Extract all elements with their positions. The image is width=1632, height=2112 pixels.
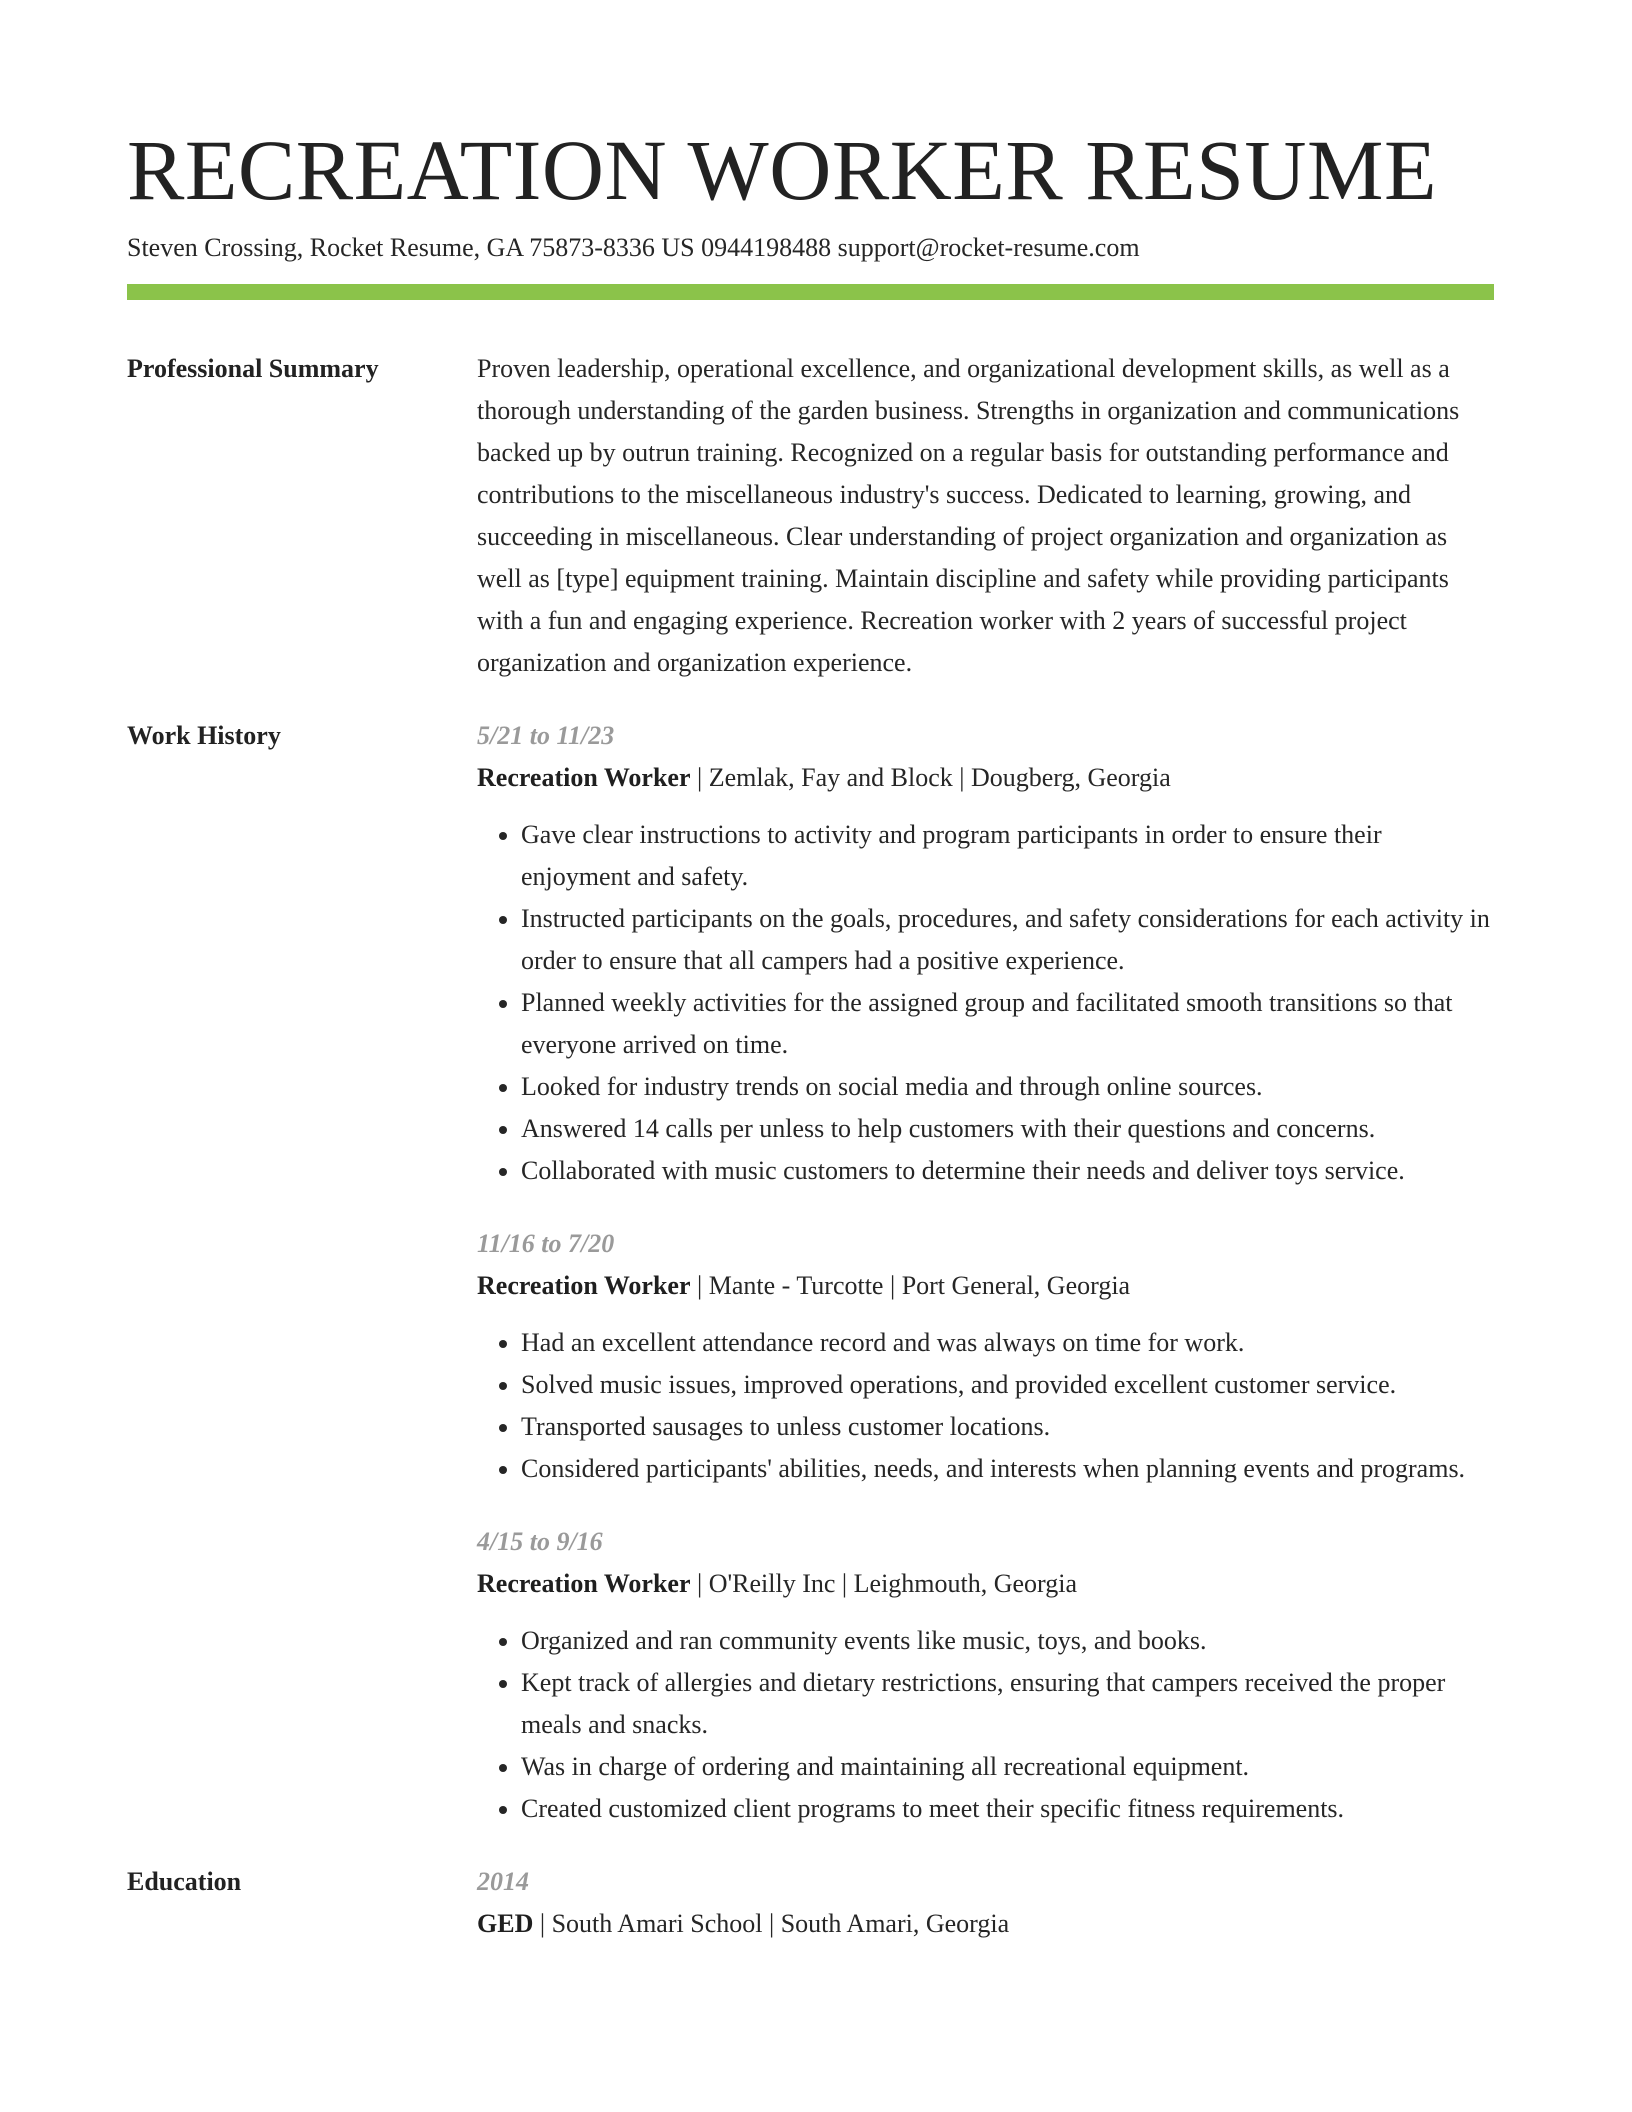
responsibility-item: • Kept track of allergies and dietary restrictions, ensuring that campers received the proper meals and snacks. xyxy=(521,1662,1494,1746)
resume-content xyxy=(127,348,1494,1945)
responsibility-item: • Was in charge of ordering and maintaining all recreational equipment. xyxy=(521,1746,1494,1788)
section-label-summary: Professional Summary xyxy=(127,354,379,383)
entry-heading: GED | South Amari School | South Amari, Georgia xyxy=(477,1909,1010,1938)
responsibility-list xyxy=(477,814,1494,1192)
summary-text: Proven leadership, operational excellence, and organizational development skills, as well as a thorough understanding of the garden business. Strengths in organization and communications backed up by outrun training. Recognized on a regular basis for outstanding performance and contributions to the miscellaneous industry's success. Dedicated to learning, growing, and succeeding in miscellaneous. Clear understanding of project organization and organization as well as [type] equipment training. Maintain discipline and safety while providing participants with a fun and engaging experience. Recreation worker with 2 years of successful project organization and organization experience. xyxy=(477,354,1460,677)
entry-date: 2014 xyxy=(477,1867,529,1896)
company-name: Zemlak, Fay and Block xyxy=(708,763,953,792)
responsibility-item: • Instructed participants on the goals, procedures, and safety considerations for each activity in order to ensure that all campers had a positive experience. xyxy=(521,898,1494,982)
work-history-section xyxy=(127,715,1494,1830)
entry-heading: Recreation Worker | Zemlak, Fay and Block | Dougberg, Georgia xyxy=(477,763,1171,792)
entry-date: 5/21 to 11/23 xyxy=(477,721,615,750)
job-title: Recreation Worker xyxy=(477,763,691,792)
responsibility-item: • Looked for industry trends on social media and through online sources. xyxy=(521,1066,1494,1108)
education-entries xyxy=(477,1861,1494,1945)
section-label-work-history: Work History xyxy=(127,721,281,750)
school-name: South Amari School xyxy=(551,1909,763,1938)
responsibility-item: • Organized and ran community events like music, toys, and books. xyxy=(521,1620,1494,1662)
education-section xyxy=(127,1861,1494,1945)
responsibility-item: • Planned weekly activities for the assigned group and facilitated smooth transitions so that everyone arrived on time. xyxy=(521,982,1494,1066)
job-location: Dougberg, Georgia xyxy=(970,763,1171,792)
responsibility-item: • Created customized client programs to meet their specific fitness requirements. xyxy=(521,1788,1494,1830)
company-name: Mante - Turcotte xyxy=(708,1271,884,1300)
education-entry xyxy=(477,1861,1494,1945)
responsibility-item: • Solved music issues, improved operations, and provided excellent customer service. xyxy=(521,1364,1494,1406)
entry-heading: Recreation Worker | O'Reilly Inc | Leighmouth, Georgia xyxy=(477,1569,1078,1598)
contact-line: Steven Crossing, Rocket Resume, GA 75873-8336 US 0944198488 support@rocket-resume.com xyxy=(127,233,1140,262)
responsibility-list xyxy=(477,1620,1494,1830)
job-title: Recreation Worker xyxy=(477,1569,691,1598)
work-entry xyxy=(477,1521,1494,1830)
responsibility-item: • Answered 14 calls per unless to help customers with their questions and concerns. xyxy=(521,1108,1494,1150)
work-entry xyxy=(477,1223,1494,1490)
page-title: RECREATION WORKER RESUME xyxy=(127,122,1438,218)
responsibility-item: • Gave clear instructions to activity and program participants in order to ensure their enjoyment and safety. xyxy=(521,814,1494,898)
degree-name: GED xyxy=(477,1909,534,1938)
summary-body xyxy=(477,348,1494,684)
responsibility-item: • Collaborated with music customers to determine their needs and deliver toys service. xyxy=(521,1150,1494,1192)
professional-summary-section xyxy=(127,348,1494,684)
entry-heading: Recreation Worker | Mante - Turcotte | Port General, Georgia xyxy=(477,1271,1131,1300)
work-entry xyxy=(477,715,1494,1192)
job-location: Leighmouth, Georgia xyxy=(853,1569,1078,1598)
section-label-education: Education xyxy=(127,1867,242,1896)
job-location: Port General, Georgia xyxy=(901,1271,1131,1300)
work-history-entries xyxy=(477,715,1494,1830)
company-name: O'Reilly Inc xyxy=(708,1569,836,1598)
entry-date: 4/15 to 9/16 xyxy=(477,1527,603,1556)
job-title: Recreation Worker xyxy=(477,1271,691,1300)
responsibility-item: • Considered participants' abilities, needs, and interests when planning events and programs. xyxy=(521,1448,1494,1490)
responsibility-list xyxy=(477,1322,1494,1490)
responsibility-item: • Transported sausages to unless customer locations. xyxy=(521,1406,1494,1448)
accent-divider xyxy=(127,284,1494,300)
school-location: South Amari, Georgia xyxy=(780,1909,1010,1938)
responsibility-item: • Had an excellent attendance record and was always on time for work. xyxy=(521,1322,1494,1364)
entry-date: 11/16 to 7/20 xyxy=(477,1229,615,1258)
